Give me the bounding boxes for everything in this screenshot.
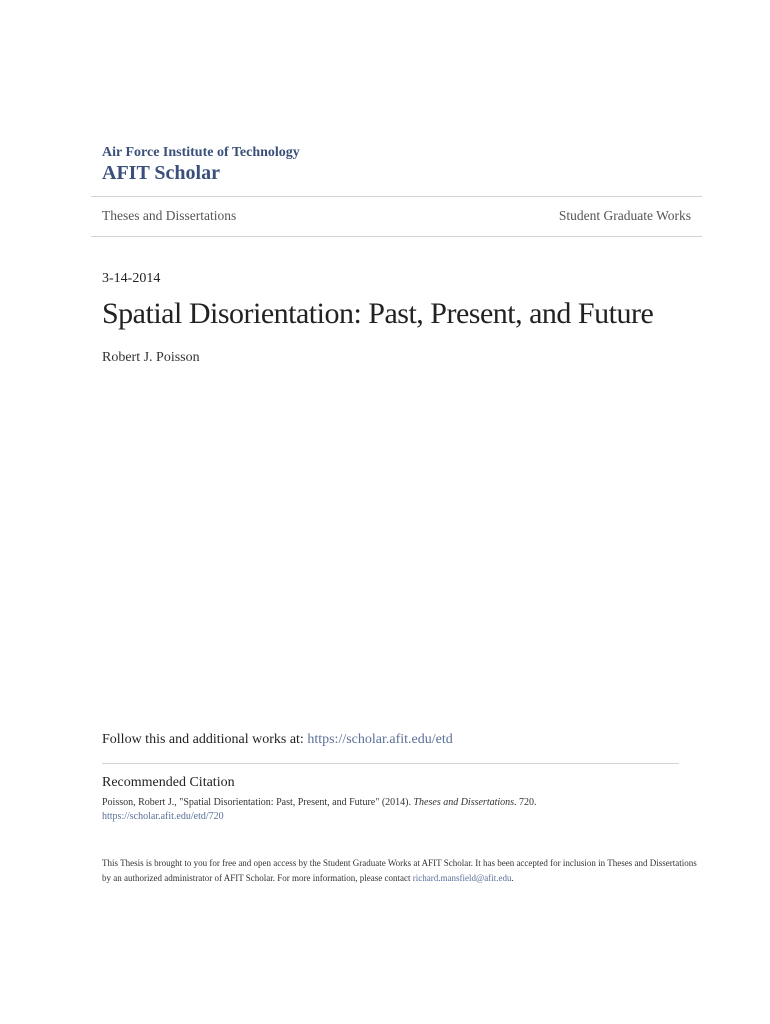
- notice-text: This Thesis is brought to you for free and open access by the Student Graduate Works at AFIT Scholar. It has been accepted for inclusion in Theses and Dissertations by an authorized administrator of AFIT Scholar. For more information, please contact: [102, 858, 697, 883]
- document-title: Spatial Disorientation: Past, Present, and Future: [102, 297, 654, 330]
- publication-date: 3-14-2014: [102, 271, 161, 286]
- author-name: Robert J. Poisson: [102, 350, 200, 365]
- citation-number: . 720.: [514, 797, 537, 808]
- follow-label: Follow this and additional works at:: [102, 732, 308, 747]
- header-divider-bottom: [91, 236, 702, 237]
- repository-name[interactable]: AFIT Scholar: [102, 162, 220, 184]
- citation-heading: Recommended Citation: [102, 775, 235, 790]
- notice-end: .: [511, 873, 514, 883]
- header-divider-top: [91, 196, 702, 197]
- citation-block: [102, 796, 702, 824]
- citation-divider: [102, 763, 679, 764]
- collection-link-student-works[interactable]: Student Graduate Works: [558, 208, 691, 223]
- institution-name: Air Force Institute of Technology: [102, 145, 300, 160]
- citation-text: Poisson, Robert J., "Spatial Disorientation: Past, Present, and Future" (2014).: [102, 797, 414, 808]
- citation-link[interactable]: https://scholar.afit.edu/etd/720: [102, 811, 224, 822]
- follow-link[interactable]: https://scholar.afit.edu/etd: [307, 732, 453, 747]
- collection-link-theses[interactable]: Theses and Dissertations: [102, 208, 237, 223]
- citation-series: Theses and Dissertations: [413, 797, 515, 808]
- follow-line: [102, 732, 453, 748]
- contact-email-link[interactable]: richard.mansfield@afit.edu: [412, 873, 512, 883]
- access-notice: [102, 856, 702, 886]
